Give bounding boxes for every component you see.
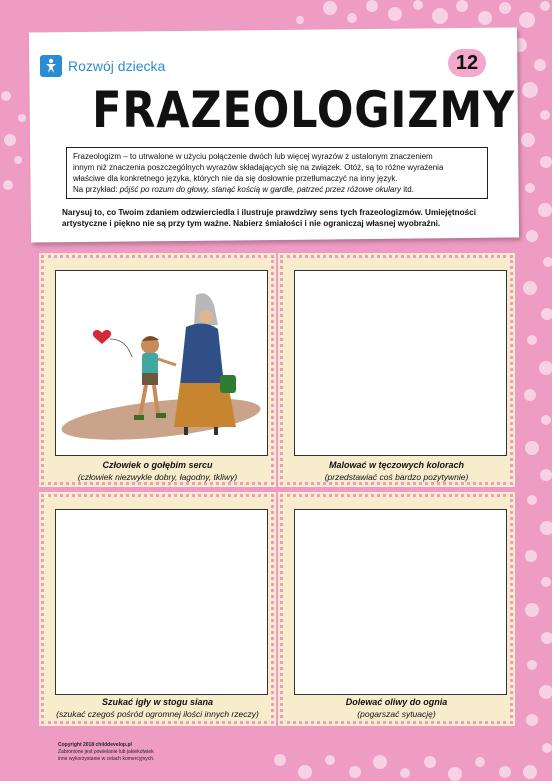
phrase-card-2	[280, 255, 513, 485]
intro-line: innym niż znaczenia poszczególnych wyrazów składających się na związek. Otóż, są to różne wyrażenia	[73, 163, 444, 172]
boy-and-grandmother-illustration	[56, 271, 267, 455]
brand[interactable]	[40, 54, 165, 78]
card-subtitle: (szukać czegoś pośród ogromnej ilości innych rzeczy)	[56, 709, 259, 719]
phrase-card-1	[41, 255, 274, 485]
page-number-badge: 12	[448, 49, 486, 77]
page-title: FRAZEOLOGIZMY	[92, 81, 515, 139]
phrase-card-3	[41, 494, 274, 724]
intro-line: właściwe dla konkretnego języka, których nie da się dosłownie przetłumaczyć na inny język.	[73, 174, 398, 183]
intro-example	[73, 184, 481, 195]
drawing-area[interactable]	[294, 270, 507, 456]
card-title: Dolewać oliwy do ognia	[345, 697, 448, 707]
instructions: Narysuj to, co Twoim zdaniem odzwierciedla i ilustruje prawdziwy sens tych frazeologizmów. Umiejętności artystyczne i piękno nie są przy tym ważne. Nabierz śmiałości i nie ograniczaj własnej wyobraźni.	[62, 208, 477, 228]
illustration-frame	[55, 270, 268, 456]
example-suffix: itd.	[401, 185, 414, 194]
intro-line: Frazeologizm – to utrwalone w użyciu połączenie dwóch lub więcej wyrazów z ustalonym znaczeniem	[73, 152, 433, 161]
child-logo-icon	[40, 55, 62, 77]
card-subtitle: (człowiek niezwykle dobry, łagodny, tkliwy)	[77, 472, 238, 482]
brand-name: Rozwój dziecka	[68, 58, 166, 74]
example-items: pójść po rozum do głowy, stanąć kością w gardle, patrzeć przez różowe okulary	[119, 185, 401, 194]
footer-line: inne wykorzystanie w celach komercyjnych.	[58, 756, 155, 762]
intro-box	[66, 147, 488, 199]
drawing-area[interactable]	[294, 509, 507, 695]
card-title: Szukać igły w stogu siana	[101, 697, 214, 707]
drawing-area[interactable]	[55, 509, 268, 695]
card-title: Człowiek o gołębim sercu	[102, 460, 213, 470]
footer-line: Zabronione jest powielanie lub jakiekolwiek	[58, 749, 154, 755]
footer	[58, 742, 258, 763]
card-subtitle: (pogarszać sytuację)	[357, 709, 436, 719]
card-subtitle: (przedstawiać coś bardzo pozytywnie)	[324, 472, 469, 482]
example-prefix: Na przykład:	[73, 185, 120, 194]
copyright: Copyright 2018 childdevelop.pl	[58, 742, 132, 748]
card-title: Malować w tęczowych kolorach	[328, 460, 465, 470]
phrase-card-4	[280, 494, 513, 724]
